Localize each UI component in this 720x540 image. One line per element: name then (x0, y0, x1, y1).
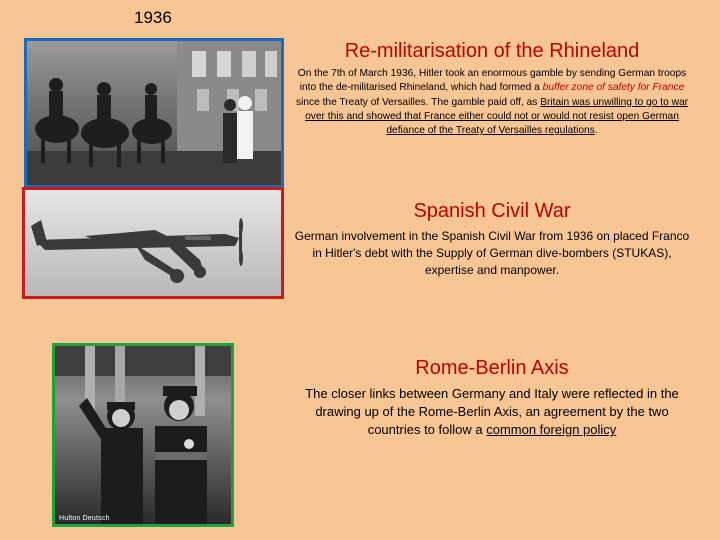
spanish-civil-war-heading: Spanish Civil War (413, 200, 571, 222)
slide-year: 1936 (134, 8, 172, 27)
dive-bomber-photo-icon (25, 190, 281, 296)
stuka-photo (22, 187, 284, 299)
rhineland-section (292, 38, 692, 138)
rhineland-britain-text: Britain was unwilling to go to war over this and showed that France either could not or would not resist open German defiance of the Treaty of Versailles regulations (305, 96, 689, 137)
leaders-salute-photo-icon (55, 346, 231, 524)
rhineland-text-2: since the Treaty of Versailles. The gamble paid off, as (295, 96, 541, 108)
axis-photo (52, 343, 234, 527)
rhineland-photo (24, 38, 284, 188)
spanish-civil-war-section (292, 198, 692, 279)
rome-berlin-axis-section (300, 355, 684, 439)
axis-common-foreign-policy: common foreign policy (486, 422, 617, 437)
photo-caption: Hulton Deutsch (59, 515, 110, 522)
rome-berlin-axis-body (300, 385, 684, 439)
rome-berlin-axis-heading: Rome-Berlin Axis (415, 357, 569, 379)
rhineland-text-end: . (594, 125, 598, 137)
rhineland-body (292, 67, 692, 138)
rhineland-heading: Re-militarisation of the Rhineland (344, 40, 640, 62)
cavalry-photo-icon (27, 41, 281, 185)
rhineland-buffer-zone: buffer zone of safety for France (542, 82, 685, 94)
axis-text-1: The closer links between Germany and Italy were reflected in the drawing up of the Rome-Berlin Axis, an agreement by the two countries to follow a (305, 386, 679, 437)
spanish-civil-war-body: German involvement in the Spanish Civil War from 1936 on placed Franco in Hitler's debt with the Supply of German dive-bombers (STUKAS), expertise and manpower. (294, 229, 690, 277)
rhineland-text-1: On the 7th of March 1936, Hitler took an enormous gamble by sending German troops into the de-militarised Rhineland, which had formed a (297, 68, 687, 94)
